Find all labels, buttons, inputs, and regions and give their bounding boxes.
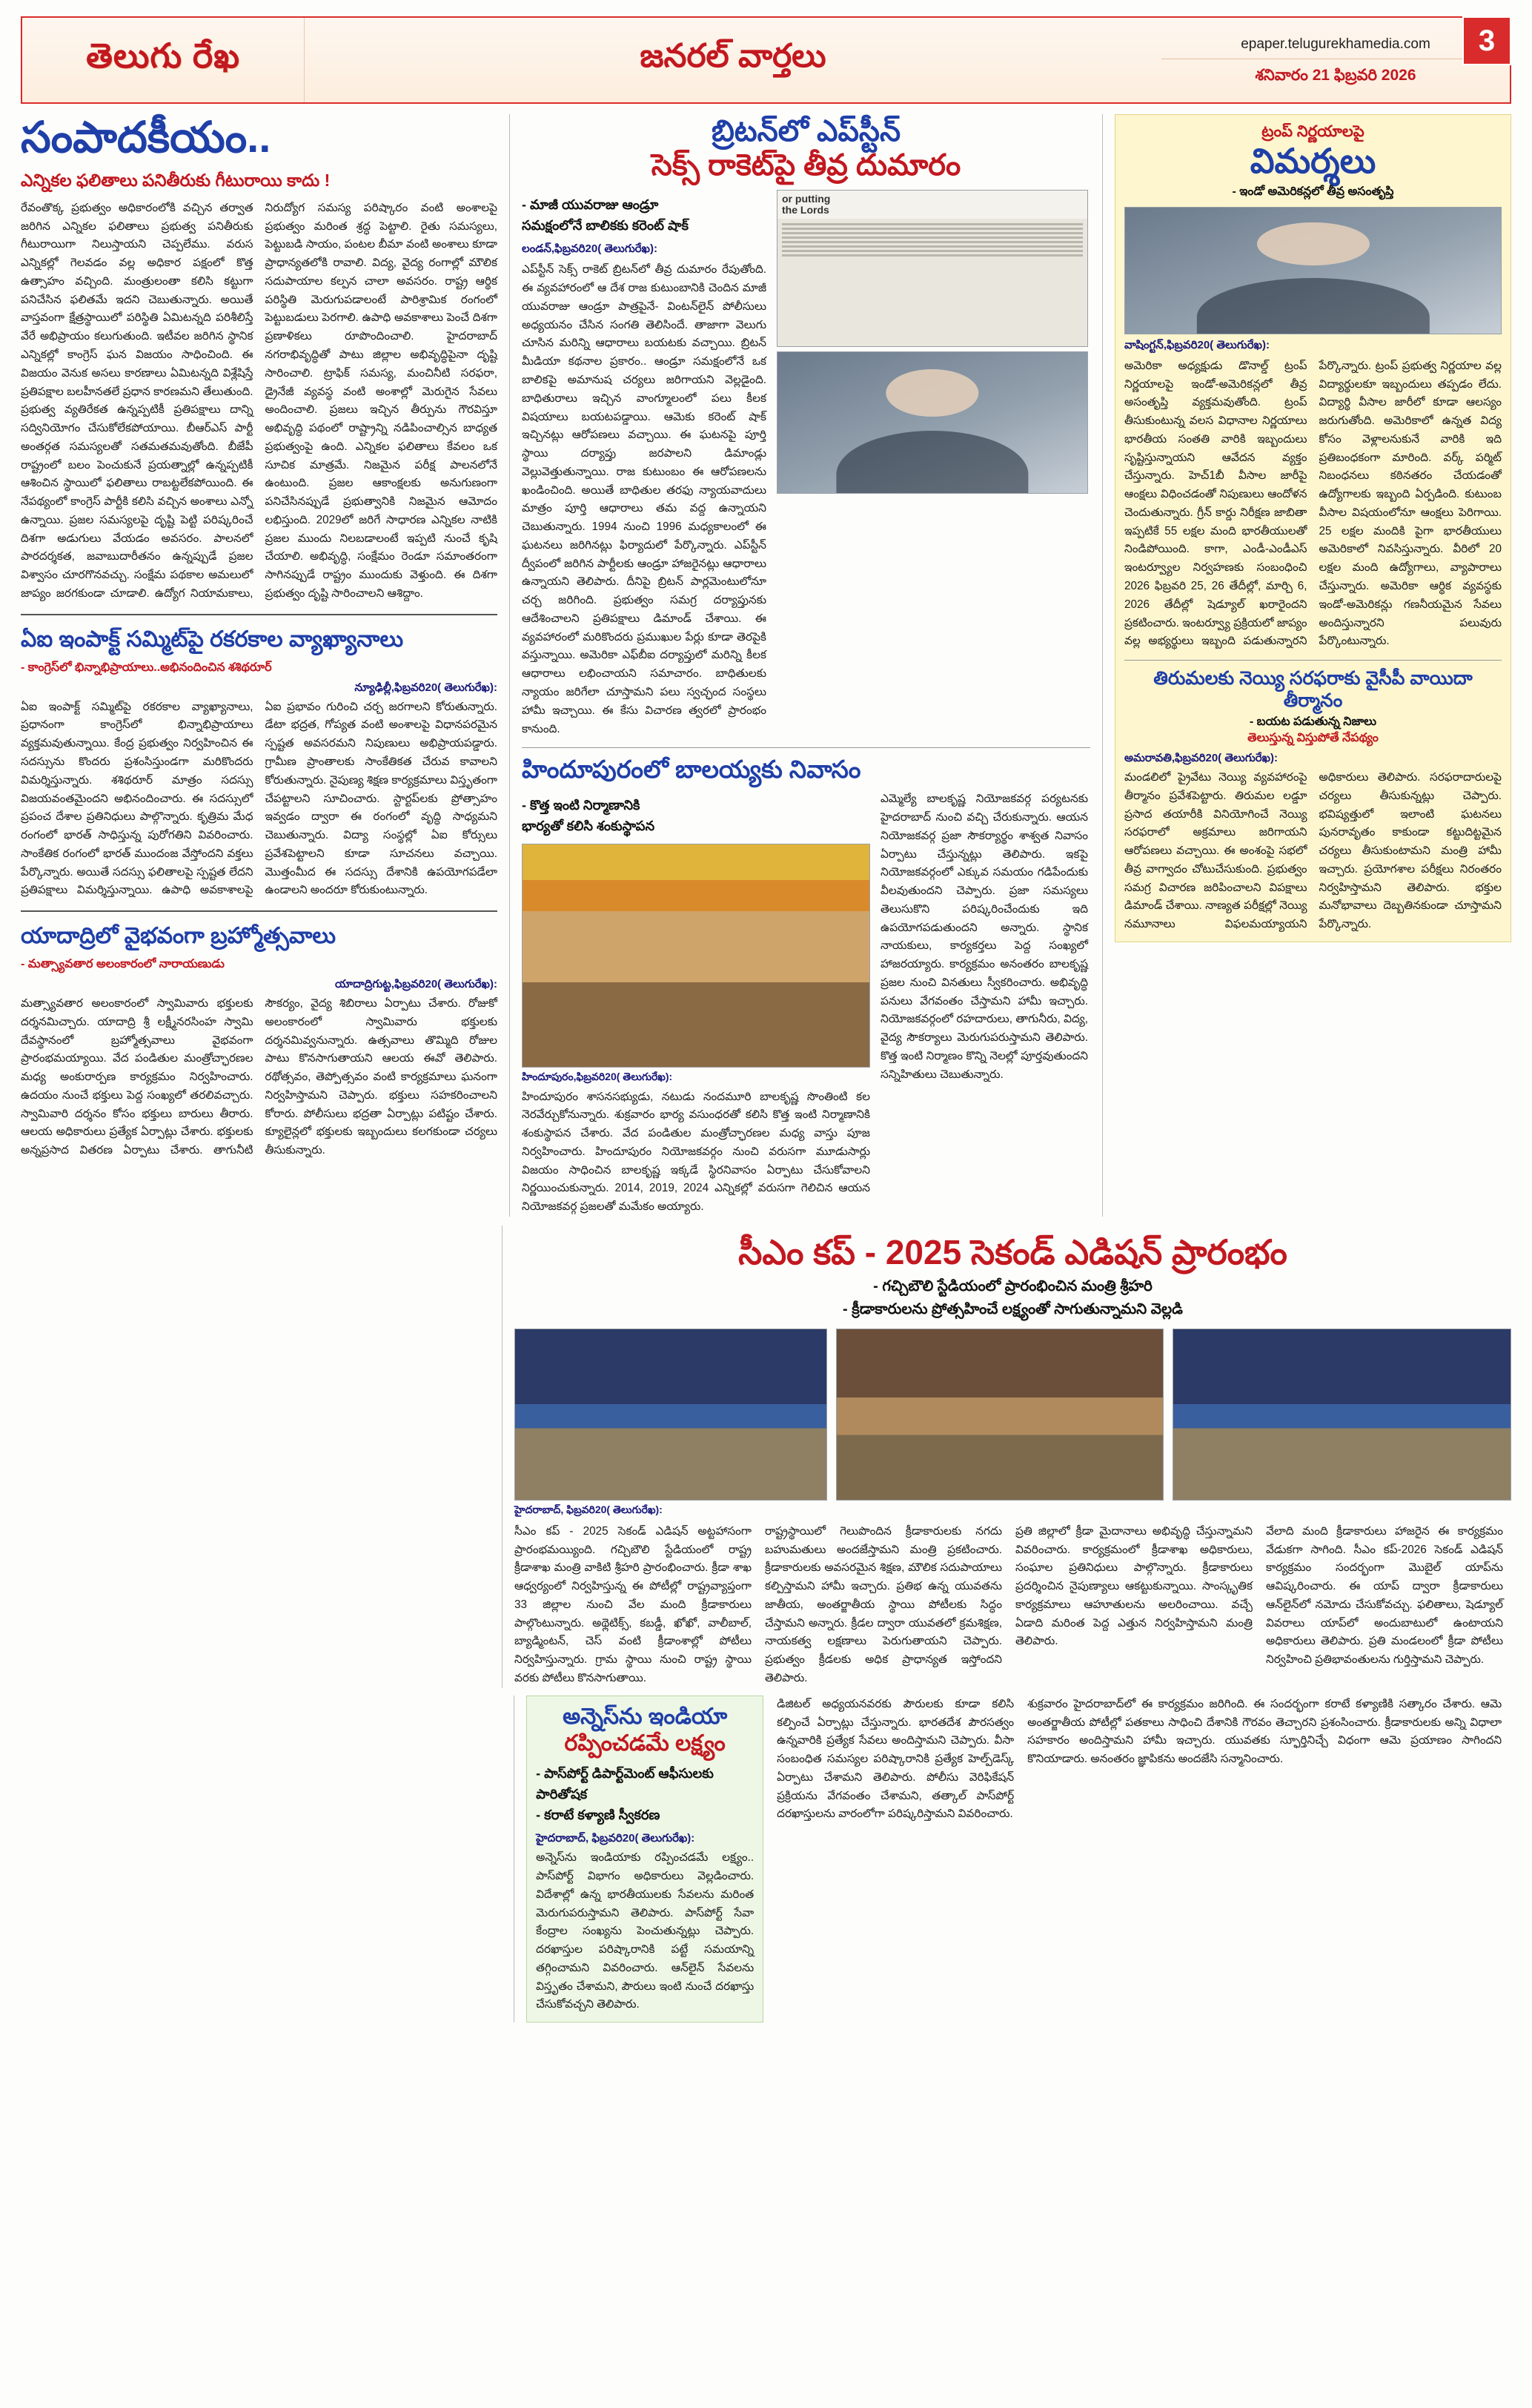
site-url[interactable]: epaper.telugurekhamedia.com [1161, 32, 1510, 59]
cmcup-photo-caption: హైదరాబాద్, ఫిబ్రవరి20( తెలుగురేఖ): [514, 1503, 663, 1515]
passport-bullet-2: పారితోషక [536, 1786, 588, 1802]
trump-dateline: వాషింగ్టన్,ఫిబ్రవరి20( తెలుగురేఖ): [1124, 338, 1270, 351]
page-number-badge: 3 [1462, 16, 1511, 65]
passport-bullet-3: - కరాటే కళ్యాణి స్వీకరణ [536, 1807, 660, 1823]
passport-bullet-1: - పాస్‌పోర్ట్ డిపార్ట్‌మెంట్ ఆఫీసులకు [536, 1765, 714, 1781]
epstein-dateline: లండన్,ఫిబ్రవరి20( తెలుగురేఖ): [522, 242, 658, 256]
cmcup-photo-center [836, 1329, 1164, 1501]
ai-summit-dateline: న్యూఢిల్లీ,ఫిబ్రవరి20( తెలుగురేఖ): [354, 681, 497, 694]
passport-title-line1: అన్నెస్‌ను ఇండియా [563, 1704, 728, 1729]
cmcup-body-col3: ప్రతి జిల్లాలో క్రీడా మైదానాలు అభివృద్ధి చేస్తున్నామని వివరించారు. కార్యక్రమంలో క్రీడాశాఖ అధికారులు, సంఘాల ప్రతినిధులు పాల్గొన్నారు. క్రీడాకారులు ప్రదర్శించిన నైపుణ్యాలు ఆకట్టుకున్నాయి. సాంస్కృతిక కార్యక్రమాలు ఆహూతులను అలరించాయి. వచ్చే ఏడాది మరింత పెద్ద ఎత్తున నిర్వహిస్తామని మంత్రి తెలిపారు. [1015, 1524, 1253, 1648]
cmcup-body-col4: వేలాది మంది క్రీడాకారులు హాజరైన ఈ కార్యక్రమం వేడుకగా సాగింది. సీఎం కప్-2026 సెకండ్ ఎడిషన్ కార్యక్రమం సందర్భంగా మొబైల్ యాప్‌ను ఆవిష్కరించారు. ఈ యాప్ ద్వారా క్రీడాకారులు ఆన్‌లైన్‌లో నమోదు చేసుకోవచ్చు. ఫలితాలు, షెడ్యూల్ వివరాలు యాప్‌లో అందుబాటులో ఉంటాయని అధికారులు తెలిపారు. ప్రతి మండలంలో క్రీడా పోటీలు నిర్వహించి ప్రతిభావంతులను గుర్తిస్తామని చెప్పారు. [1266, 1524, 1503, 1667]
epstein-title-line1: బ్రిటన్‌లో ఎప్‌స్టీన్ [711, 115, 901, 148]
masthead [21, 16, 1511, 104]
epstein-prince-photo [777, 351, 1088, 494]
trump-tick: - ఇండో అమెరికన్లలో తీవ్ర అసంతృప్తి [1232, 185, 1394, 198]
passport-body-right: శుక్రవారం హైదరాబాద్‌లో ఈ కార్యక్రమం జరిగింది. ఈ సందర్భంగా కరాటే కళ్యాణికి సత్కారం చేశారు. ఆమె అంతర్జాతీయ పోటీల్లో పతకాలు సాధించి దేశానికి గౌరవం తెచ్చారని ప్రశంసించారు. క్రీడాకారులకు అన్ని విధాలా సహకారం అందిస్తామని హామీ ఇచ్చారు. యువతకు స్ఫూర్తినిచ్చే విధంగా ఆమె ప్రయాణం సాగిందని కొనియాడారు. అనంతరం జ్ఞాపికను అందజేసి సన్మానించారు. [1027, 1697, 1502, 1766]
article-trump [1115, 114, 1511, 942]
cmcup-bullet-1: - గచ్చిబౌలి స్టేడియంలో ప్రారంభించిన మంత్రి శ్రీహరి [873, 1277, 1153, 1294]
yadadri-subtitle: - మత్స్యావతార అలంకారంలో నారాయణుడు [21, 958, 225, 971]
trump-photo [1124, 207, 1502, 334]
passport-body-left: అన్నెస్‌ను ఇండియాకు రప్పించడమే లక్ష్యం.. పాస్‌పోర్ట్ విభాగం అధికారులు వెల్లడించారు. విదేశాల్లో ఉన్న భారతీయులకు సేవలను మరింత మెరుగుపరుస్తామని తెలిపారు. పాస్‌పోర్ట్ సేవా కేంద్రాల సంఖ్యను పెంచుతున్నట్లు చెప్పారు. దరఖాస్తుల పరిష్కారానికి పట్టే సమయాన్ని తగ్గించామని వివరించారు. ఆన్‌లైన్ సేవలను విస్తృతం చేశామని, పౌరులు ఇంటి నుంచే దరఖాస్తు చేసుకోవచ్చని తెలిపారు. [536, 1851, 755, 2011]
epstein-body-part1: ఎప్‌స్టీన్ సెక్స్ రాకెట్ బ్రిటన్‌లో తీవ్ర దుమారం రేపుతోంది. ఈ వ్యవహారంలో ఆ దేశ రాజ కుటుంబానికి చెందిన మాజీ యువరాజు ఆండ్రూ పాత్రపైనే- వింటన్‌లైన్ పోలీసులు అధ్యయనం చేసిన సంగతి తెలిసిందే. తాజాగా వెలుగు చూసిన మరిన్ని ఆధారాలు బయటకు వచ్చాయి. బ్రిటన్ మీడియా కథనాల ప్రకారం.. ఆండ్రూ సమక్షంలోనే ఒక బాలికపై అమానుష చర్యలు జరిగాయని వెల్లడైంది. బాధితురాలు ఇచ్చిన వాంగ్మూలంలో పలు కీలక విషయాలు బయటపడ్డాయి. ఆమెకు కరెంట్ షాక్ ఇచ్చినట్లు ఆరోపణలు వచ్చాయి. ఈ ఘటనపై పూర్తి స్థాయి దర్యాప్తు జరపాలని డిమాండ్లు వెల్లువెత్తుతున్నాయి. రాజ కుటుంబం ఈ ఆరోపణలను ఖండించింది. అయితే బాధితుల తరఫు న్యాయవాదులు మాత్రం పూర్తి ఆధారాలు తమ వద్ద ఉన్నాయని చెబుతున్నారు. 1994 నుంచి 1996 మధ్యకాలంలో ఈ ఘటనలు జరిగినట్లు ఫిర్యాదులో పేర్కొన్నారు. ఎప్‌స్టీన్ ద్వీపంలో జరిగిన పార్టీలకు ఆండ్రూ హాజరైనట్లు ఆధారాలు ఉన్నాయని తెలిపారు. దీనిపై బ్రిటన్ పార్లమెంటులోనూ చర్చ జరిగింది. ప్రభుత్వం సమగ్ర దర్యాప్తునకు ఆదేశించాలని ప్రతిపక్షాలు డిమాండ్ చేశాయి. ఈ వ్యవహారంలో మరికొందరు ప్రముఖుల పేర్లు కూడా తెరపైకి వస్తున్నాయి. అమెరికా ఎఫ్‌బీఐ దర్యాప్తులో మరిన్ని కీలక ఆధారాలు లభించాయని సమాచారం. బాధితులకు న్యాయం జరిగేలా చూస్తామని పలు స్వచ్ఛంద సంస్థలు హామీ ఇచ్చాయి. ఈ కేసు విచారణ త్వరలో ప్రారంభం కానుంది. [522, 263, 766, 735]
cmcup-body-col2: రాష్ట్రస్థాయిలో గెలుపొందిన క్రీడాకారులకు నగదు బహుమతులు అందజేస్తామని మంత్రి ప్రకటించారు. క్రీడాకారులకు అవసరమైన శిక్షణ, మౌలిక సదుపాయాలు కల్పిస్తామని హామీ ఇచ్చారు. ప్రతిభ ఉన్న యువతను జాతీయ, అంతర్జాతీయ స్థాయి పోటీలకు సిద్ధం చేస్తామని అన్నారు. క్రీడల ద్వారా యువతలో క్రమశిక్షణ, నాయకత్వ లక్షణాలు పెరుగుతాయని చెప్పారు. ప్రభుత్వం క్రీడలకు అధిక ప్రాధాన్యత ఇస్తోందని తెలిపారు. [765, 1524, 1002, 1684]
article-balayya [522, 755, 1090, 1217]
page-body [21, 114, 1511, 1217]
cmcup-photo-row [514, 1329, 1511, 1501]
tirumala-dateline: అమరావతి,ఫిబ్రవరి20( తెలుగురేఖ): [1124, 752, 1278, 765]
logo-text: తెలుగు రేఖ [86, 36, 240, 75]
article-tirumala [1124, 668, 1502, 934]
epstein-title-line2: సెక్స్ రాకెట్‌పై తీవ్ర దుమారం [651, 149, 961, 182]
column-middle [510, 114, 1103, 1217]
passport-bullets [536, 1764, 754, 1825]
tirumala-title: తిరుమలకు నెయ్యి సరఫరాకు వైసీపీ వాయిదా తీర్మానం [1153, 668, 1473, 711]
passport-dateline: హైదరాబాద్, ఫిబ్రవరి20( తెలుగురేఖ): [536, 1832, 695, 1845]
passport-title-line2: రప్పించడమే లక్ష్యం [564, 1730, 726, 1756]
publication-logo [22, 18, 305, 102]
yadadri-title: యాదాద్రిలో వైభవంగా బ్రహ్మోత్సవాలు [21, 924, 336, 949]
section-header [305, 38, 1161, 83]
editorial-body: రేవంతొక్క ప్రభుత్వం అధికారంలోకి వచ్చిన తర్వాత జరిగిన ఎన్నికల ఫలితాలు ప్రభుత్వ పనితీరుకు గీటురాయిగా నిలుస్తాయని చెప్పలేము. వరుస ఎన్నికల్లో గెలవడం వల్ల అధికార పక్షంలో కొత్త ఉత్సాహం వచ్చింది. మంత్రులంతా కలిసి కట్టుగా పనిచేసిన ఫలితమే ఇదని చెబుతున్నారు. అయితే వాస్తవంగా క్షేత్రస్థాయిలో పరిస్థితి ఏమిటన్నది పరిశీలిస్తే వేరే అభిప్రాయం కలుగుతుంది. ఇటీవల జరిగిన స్థానిక ఎన్నికల్లో కాంగ్రెస్ ఘన విజయం సాధించింది. ఈ విజయం వెనుక అసలు కారణాలు ఏమిటన్నది విశ్లేషిస్తే ప్రతిపక్షాల బలహీనతలే ప్రధాన కారణమని తేలుతుంది. ప్రభుత్వ వ్యతిరేకత ఉన్నప్పటికీ ప్రతిపక్షాలు దాన్ని సద్వినియోగం చేసుకోలేకపోయాయి. బీఆర్ఎస్ పార్టీ అంతర్గత సమస్యలతో సతమతమవుతోంది. బీజేపీ రాష్ట్రంలో బలం పెంచుకునే ప్రయత్నాల్లో ఉన్నప్పటికీ ఆశించిన స్థాయిలో ఫలితాలు రాబట్టలేకపోయింది. ఈ నేపథ్యంలో కాంగ్రెస్ పార్టీకి కలిసి వచ్చిన అంశాలు ఎన్నో ఉన్నాయి. ప్రజల సమస్యలపై దృష్టి పెట్టి పరిష్కరించే దిశగా అడుగులు వేయడం అవసరం. పాలనలో పారదర్శకత, జవాబుదారీతనం ఉన్నప్పుడే ప్రజల విశ్వాసం చూరగొనవచ్చు. సంక్షేమ పథకాల అమలులో జాప్యం జరగకుండా చూడాలి. ఉద్యోగ నియామకాలు, నిరుద్యోగ సమస్య పరిష్కారం వంటి అంశాలపై ప్రభుత్వం మరింత శ్రద్ధ పెట్టాలి. రైతు సమస్యలు, పెట్టుబడి సాయం, పంటల బీమా వంటి అంశాలు కూడా ప్రాధాన్యతలోకి రావాలి. విద్య, వైద్య రంగాల్లో మౌలిక సదుపాయాల కల్పన చాలా అవసరం. రాష్ట్ర ఆర్థిక పరిస్థితి మెరుగుపడాలంటే పారిశ్రామిక రంగంలో పెట్టుబడులు పెరగాలి. ఉపాధి అవకాశాలు పెంచే దిశగా ప్రణాళికలు రూపొందించాలి. హైదరాబాద్ నగరాభివృద్ధితో పాటు జిల్లాల అభివృద్ధిపైనా దృష్టి సారించాలి. ట్రాఫిక్ సమస్య, మంచినీటి సరఫరా, డ్రైనేజీ వ్యవస్థ వంటి అంశాల్లో మెరుగైన సేవలు అందించాలి. ప్రజలు ఇచ్చిన తీర్పును గౌరవిస్తూ అభివృద్ధి పథంలో రాష్ట్రాన్ని నడిపించాల్సిన బాధ్యత ప్రభుత్వంపై ఉంది. ఎన్నికల ఫలితాలు కేవలం ఒక సూచిక మాత్రమే. నిజమైన పరీక్ష పాలనలోనే ఉంటుంది. ప్రజల ఆకాంక్షలకు అనుగుణంగా పనిచేసినప్పుడే ప్రభుత్వానికి నిజమైన ఆమోదం లభిస్తుంది. 2029లో జరిగే సాధారణ ఎన్నికల నాటికి ప్రజల ముందు నిలబడాలంటే ఇప్పటి నుంచే కృషి చేయాలి. అభివృద్ధి, సంక్షేమం రెండూ సమాంతరంగా సాగినప్పుడే రాష్ట్రం ముందుకు వెళ్తుంది. ఈ దిశగా ప్రభుత్వం దృష్టి సారించాలని ఆశిద్దాం. [21, 201, 497, 600]
passport-title [536, 1704, 754, 1757]
epstein-newspaper-photo: or putting the Lords [777, 190, 1088, 347]
yadadri-dateline: యాదాద్రిగుట్ట,ఫిబ్రవరి20( తెలుగురేఖ): [335, 978, 497, 991]
tirumala-subtitle: - బయట పడుతున్న నిజాలు [1249, 715, 1377, 729]
article-editorial [21, 114, 497, 603]
column-left [21, 114, 510, 1217]
cmcup-photo-right [1173, 1329, 1511, 1501]
editorial-subtitle: ఎన్నికల ఫలితాలు పనితీరుకు గీటురాయి కాదు ! [21, 170, 331, 190]
article-yadadri [21, 924, 497, 1160]
passport-headline-box [526, 1696, 763, 2022]
epstein-bullets [522, 196, 766, 235]
masthead-right [1161, 18, 1510, 102]
balayya-photo-caption: హిందూపురం,ఫిబ్రవరి20( తెలుగురేఖ): [522, 1070, 673, 1082]
balayya-bullet-2: భార్యతో కలిసి శంకుస్థాపన [522, 818, 655, 834]
trump-body: అమెరికా అధ్యక్షుడు డొనాల్డ్ ట్రంప్ నిర్ణయాలపై ఇండో-అమెరికన్లలో తీవ్ర అసంతృప్తి వ్యక్తమవుతోంది. ట్రంప్ తీసుకుంటున్న వలస విధానాల నిర్ణయాలు భారతీయ సంతతి వారికి ఇబ్బందులు సృష్టిస్తున్నాయని ఆవేదన వ్యక్తం చేస్తున్నారు. హెచ్1బీ వీసాల జారీపై ఆంక్షలు విధించడంతో నిపుణులు ఆందోళన చెందుతున్నారు. గ్రీన్ కార్డు నిరీక్షణ జాబితా ఇప్పటికే 55 లక్షల మంది భారతీయులతో నిండిపోయింది. కాగా, ఎండీ-ఎండీఎస్ ఇంటర్వ్యూల నిర్వహణకు సంబంధించి 2026 ఫిబ్రవరి 25, 26 తేదీల్లో, మార్చి 6, 2026 తేదీల్లో షెడ్యూల్ ఖరారైందని ప్రకటించారు. ఇంటర్వ్యూ ప్రక్రియలో జాప్యం వల్ల అభ్యర్థులు ఇబ్బంది పడుతున్నారని పేర్కొన్నారు. ట్రంప్ ప్రభుత్వ నిర్ణయాల వల్ల విద్యార్థులకూ ఇబ్బందులు తప్పడం లేదు. విద్యార్థి వీసాల జారీలో కూడా ఆలస్యం జరుగుతోంది. అమెరికాలో ఉన్నత విద్య కోసం వెళ్లాలనుకునే వారికి ఇది ప్రతిబంధకంగా మారింది. వర్క్ పర్మిట్ నిబంధనలు కఠినతరం చేయడంతో ఉద్యోగాలకు ఇబ్బంది ఏర్పడింది. కుటుంబ వీసాల విషయంలోనూ ఆంక్షలు పెరిగాయి. 25 లక్షల మందికి పైగా భారతీయులు అమెరికాలో నివసిస్తున్నారు. వీరిలో 20 లక్షల మంది ఉద్యోగాలు, వ్యాపారాలు చేస్తున్నారు. అమెరికా ఆర్థిక వ్యవస్థకు ఇండో-అమెరికన్లు గణనీయమైన సేవలు అందిస్తున్నారని పలువురు పేర్కొంటున్నారు. [1124, 359, 1502, 648]
tirumala-body: మండలిలో ప్రైవేటు నెయ్యి వ్యవహారంపై తీర్మానం ప్రవేశపెట్టారు. తిరుమల లడ్డూ ప్రసాద తయారీకి వినియోగించే నెయ్యి సరఫరాలో అక్రమాలు జరిగాయని ఆరోపణలు వచ్చాయి. ఈ అంశంపై సభలో తీవ్ర వాగ్వాదం చోటుచేసుకుంది. ప్రభుత్వం సమగ్ర విచారణ జరిపించాలని విపక్షాలు డిమాండ్ చేశాయి. నాణ్యత పరీక్షల్లో నెయ్యి నమూనాలు విఫలమయ్యాయని అధికారులు తెలిపారు. సరఫరాదారులపై చర్యలు తీసుకున్నట్లు చెప్పారు. భవిష్యత్తులో ఇలాంటి ఘటనలు పునరావృతం కాకుండా కట్టుదిట్టమైన చర్యలు తీసుకుంటామని మంత్రి హామీ ఇచ్చారు. ప్రయోగశాల పరీక్షలు నిరంతరం నిర్వహిస్తామని తెలిపారు. భక్తుల మనోభావాలు దెబ్బతినకుండా చూస్తామని పేర్కొన్నారు. [1124, 771, 1502, 931]
article-passport [514, 1696, 1511, 2022]
cmcup-body-columns [514, 1523, 1511, 1688]
balayya-body-left: హిందూపురం శాసనసభ్యుడు, నటుడు నందమూరి బాలకృష్ణ సొంతింటి కల నెరవేర్చుకోనున్నారు. శుక్రవారం భార్య వసుంధరతో కలిసి కొత్త ఇంటి నిర్మాణానికి శంకుస్థాపన చేశారు. వేద పండితుల మంత్రోచ్ఛారణల మధ్య వాస్తు పూజ నిర్వహించారు. హిందూపురం నియోజకవర్గం నుంచి వరుసగా మూడుసార్లు విజయం సాధించిన బాలకృష్ణ ఇక్కడే స్థిరనివాసం ఏర్పాటు చేసుకోవాలని నిర్ణయించుకున్నారు. 2014, 2019, 2024 ఎన్నికల్లో వరుసగా గెలిచిన ఆయన నియోజకవర్గ ప్రజలతో మమేకం అయ్యారు. [522, 1090, 870, 1214]
ai-summit-subtitle: - కాంగ్రెస్‌లో భిన్నాభిప్రాయాలు..అభినందించిన శశిథరూర్ [21, 661, 272, 674]
bottom-section-2 [21, 1696, 1511, 2022]
column-right [1103, 114, 1511, 1217]
passport-body-mid: డిజిటల్ అధ్యయనవరకు పౌరులకు కూడా కలిసి కల్పించే ఏర్పాట్లు చేస్తున్నారు. భారతదేశ పౌరసత్వం ఉన్నవారికి ప్రత్యేక సేవలు అందిస్తామని చెప్పారు. వీసా సంబంధిత సమస్యల పరిష్కారానికి ప్రత్యేక హెల్ప్‌డెస్క్ ఏర్పాటు చేశామని తెలిపారు. పోలీసు వెరిఫికేషన్ ప్రక్రియను వేగవంతం చేశామని, తత్కాల్ పాస్‌పోర్ట్ దరఖాస్తులను వారంలోగా పరిష్కరిస్తామని వివరించారు. [777, 1697, 1015, 1821]
yadadri-body: మత్స్యావతార అలంకారంలో స్వామివారు భక్తులకు దర్శనమిచ్చారు. యాదాద్రి శ్రీ లక్ష్మీనరసింహ స్వామి దేవస్థానంలో బ్రహ్మోత్సవాలు వైభవంగా ప్రారంభమయ్యాయి. వేద పండితుల మంత్రోచ్ఛారణల మధ్య అంకురార్పణ కార్యక్రమం నిర్వహించారు. ఉదయం నుంచే భక్తులు పెద్ద సంఖ్యలో తరలివచ్చారు. స్వామివారి దర్శనం కోసం భక్తులు బారులు తీరారు. ఆలయ అధికారులు ప్రత్యేక ఏర్పాట్లు చేశారు. భక్తులకు అన్నప్రసాద వితరణ ఏర్పాటు చేశారు. తాగునీటి సౌకర్యం, వైద్య శిబిరాలు ఏర్పాటు చేశారు. రోజుకో అలంకారంలో స్వామివారు భక్తులకు దర్శనమివ్వనున్నారు. ఉత్సవాలు తొమ్మిది రోజుల పాటు కొనసాగుతాయని ఆలయ ఈవో తెలిపారు. రథోత్సవం, తెప్పోత్సవం వంటి కార్యక్రమాలు ఘనంగా నిర్వహిస్తామని చెప్పారు. భక్తులు సహకరించాలని కోరారు. పోలీసులు భద్రతా ఏర్పాట్లు పటిష్టం చేశారు. క్యూలైన్లలో భక్తులకు ఇబ్బందులు కలగకుండా చర్యలు తీసుకున్నారు. [21, 997, 497, 1157]
cmcup-body-col1: సీఎం కప్ - 2025 సెకండ్ ఎడిషన్ అట్టహాసంగా ప్రారంభమయ్యింది. గచ్చిబౌలి స్టేడియంలో రాష్ట్ర క్రీడాశాఖ మంత్రి వాకిటి శ్రీహరి ప్రారంభించారు. క్రీడా శాఖ ఆధ్వర్యంలో నిర్వహిస్తున్న ఈ పోటీల్లో రాష్ట్రవ్యాప్తంగా 33 జిల్లాల నుంచి వేల మంది క్రీడాకారులు పాల్గొంటున్నారు. అథ్లెటిక్స్, కబడ్డీ, ఖోఖో, వాలీబాల్, బ్యాడ్మింటన్, చెస్ వంటి క్రీడాంశాల్లో పోటీలు నిర్వహిస్తున్నారు. గ్రామ స్థాయి నుంచి రాష్ట్ర స్థాయి వరకు పోటీలు కొనసాగుతాయి. [514, 1524, 752, 1684]
balayya-ceremony-photo [522, 844, 870, 1068]
article-cmcup [503, 1233, 1511, 1688]
ai-summit-body: ఏఐ ఇంపాక్ట్ సమ్మిట్‌పై రకరకాల వ్యాఖ్యానాలు, ప్రధానంగా కాంగ్రెస్‌లో భిన్నాభిప్రాయాలు వ్యక్తమవుతున్నాయి. కేంద్ర ప్రభుత్వం నిర్వహించిన ఈ సదస్సును కొందరు ప్రశంసిస్తుండగా మరికొందరు విమర్శిస్తున్నారు. శశిథరూర్ మాత్రం సదస్సు విజయవంతమైందని అభినందించారు. ఈ సదస్సులో ప్రపంచ దేశాల ప్రతినిధులు పాల్గొన్నారు. కృత్రిమ మేధ రంగంలో భారత్ సాధిస్తున్న పురోగతిని వివరించారు. సాంకేతిక రంగంలో భారత్ ముందంజ వేస్తోందని వక్తలు పేర్కొన్నారు. అయితే సదస్సు ఫలితాలపై స్పష్టత లేదని ప్రతిపక్షాలు విమర్శిస్తున్నాయి. ఉపాధి అవకాశాలపై ఏఐ ప్రభావం గురించి చర్చ జరగాలని కోరుతున్నారు. డేటా భద్రత, గోప్యత వంటి అంశాలపై విధానపరమైన స్పష్టత అవసరమని నిపుణులు అభిప్రాయపడ్డారు. గ్రామీణ ప్రాంతాలకు సాంకేతికత చేరువ కావాలని కోరుతున్నారు. నైపుణ్య శిక్షణ కార్యక్రమాలు విస్తృతంగా చేపట్టాలని సూచించారు. స్టార్టప్‌లకు ప్రోత్సాహం ఇవ్వడం ద్వారా ఈ రంగంలో వృద్ధి సాధ్యమని చెబుతున్నారు. విద్యా సంస్థల్లో ఏఐ కోర్సులు ప్రవేశపెట్టాలని కూడా సూచనలు వచ్చాయి. మొత్తంమీద ఈ సదస్సు దేశానికి ఉపయోగపడేలా ఉండాలని అందరూ కోరుకుంటున్నారు. [21, 700, 497, 897]
bottom-left-spacer [21, 1226, 503, 1688]
balayya-title: హిందూపురంలో బాలయ్యకు నివాసం [522, 755, 861, 784]
trump-title-big: విమర్శలు [1250, 142, 1376, 181]
tirumala-subtitle-2: తెలుస్తున్న విస్తుపోతే నేపథ్యం [1247, 732, 1379, 745]
balayya-body-right: ఎమ్మెల్యే బాలకృష్ణ నియోజకవర్గ పర్యటనకు హైదరాబాద్ నుంచి వచ్చి చేరుకున్నారు. ఆయన నియోజకవర్గ ప్రజా సౌకర్యార్థం శాశ్వత నివాసం ఏర్పాటు చేస్తున్నట్లు తెలిపారు. ఇకపై నియోజకవర్గంలో ఎక్కువ సమయం గడిపేందుకు వీలవుతుందని చెప్పారు. ప్రజా సమస్యలు తెలుసుకొని పరిష్కరించేందుకు ఇది ఉపయోగపడుతుందని అన్నారు. స్థానిక నాయకులు, కార్యకర్తలు పెద్ద సంఖ్యలో హాజరయ్యారు. కార్యక్రమం అనంతరం బాలకృష్ణ ప్రజల నుంచి వినతులు స్వీకరించారు. అభివృద్ధి పనులు వేగవంతం చేస్తామని హామీ ఇచ్చారు. నియోజకవర్గంలో రహదారులు, తాగునీరు, విద్య, వైద్య సౌకర్యాలు మెరుగుపరుస్తామని తెలిపారు. కొత్త ఇంటి నిర్మాణం కొన్ని నెలల్లో పూర్తవుతుందని సన్నిహితులు చెబుతున్నారు. [881, 793, 1088, 1081]
bottom-left-spacer-2 [21, 1696, 514, 2022]
divider [21, 614, 497, 615]
editorial-title: సంపాదకీయం.. [21, 113, 271, 162]
balayya-bullets [522, 796, 870, 836]
bottom-section [21, 1226, 1511, 1688]
trump-title-small: ట్రంప్ నిర్ణయాలపై [1261, 123, 1364, 140]
balayya-bullet-1: - కొత్త ఇంటి నిర్మాణానికి [522, 798, 640, 813]
article-ai-summit [21, 627, 497, 900]
ai-summit-title: ఏఐ ఇంపాక్ట్ సమ్మిట్‌పై రకరకాల వ్యాఖ్యానాలు [21, 626, 404, 652]
epstein-bullet-2: సమక్షంలోనే బాలికకు కరెంట్ షాక్ [522, 218, 689, 234]
cmcup-bullet-2: - క్రీడాకారులను ప్రోత్సహించే లక్ష్యంతో సాగుతున్నామని వెల్లడి [843, 1300, 1183, 1317]
section-title: జనరల్ వార్తలు [640, 37, 826, 74]
divider-2 [21, 910, 497, 912]
issue-date: శనివారం 21 ఫిబ్రవరి 2026 [1255, 67, 1416, 84]
article-epstein [522, 114, 1090, 738]
cmcup-title: సీఎం కప్ - 2025 సెకండ్ ఎడిషన్ ప్రారంభం [738, 1232, 1287, 1271]
cmcup-bullets [514, 1278, 1511, 1321]
divider-4 [1124, 660, 1502, 661]
epstein-bullet-1: - మాజీ యువరాజు ఆండ్రూ [522, 197, 659, 212]
cmcup-photo-left [514, 1329, 827, 1501]
divider-3 [522, 747, 1090, 748]
